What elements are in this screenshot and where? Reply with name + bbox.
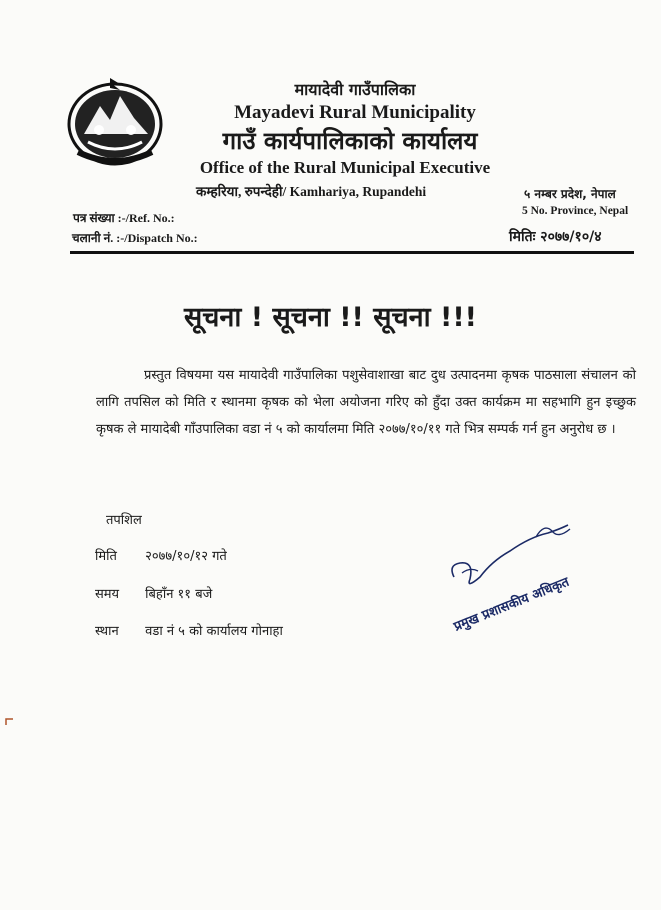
detail-value: २०७७/१०/१२ गते bbox=[145, 549, 227, 564]
notice-body-text: प्रस्तुत विषयमा यस मायादेवी गाउँपालिका पशुसेवाशाखा बाट दुध उत्पादनमा कृषक पाठसाला संचालन को लागि तपसिल को मिति र स्थानमा कृषक को भेला अयोजना गरिए को हुँदा उक्त कार्यक्रम मा सहभागि हुन इच्छुक कृषक ले मायादेबी गाँउपालिका वडा नं ५ को कार्यालमा मिति २०७७/१०/११ गते भित्र सम्पर्क गर्न हुन अनुरोध छ । bbox=[96, 368, 636, 437]
nepal-emblem-icon bbox=[64, 72, 166, 168]
notice-body bbox=[96, 362, 636, 443]
detail-value: बिहाँन ११ बजे bbox=[145, 587, 213, 602]
detail-row-time bbox=[95, 584, 212, 602]
detail-row-date bbox=[95, 546, 227, 564]
detail-key: मिति bbox=[95, 549, 117, 564]
detail-value: वडा नं ५ को कार्यालय गोनाहा bbox=[145, 624, 283, 639]
province-np: ५ नम्बर प्रदेश, नेपाल bbox=[524, 187, 616, 201]
signatory-title: प्रमुख प्रशासकीय अधिकृत bbox=[451, 574, 572, 635]
handwritten-signature-icon bbox=[452, 525, 570, 584]
province-en: 5 No. Province, Nepal bbox=[522, 205, 629, 217]
ref-number-label: पत्र संख्या :-/Ref. No.: bbox=[73, 211, 175, 225]
detail-row-place bbox=[95, 621, 283, 639]
scan-mark-icon bbox=[5, 718, 15, 726]
office-name-np: गाउँ कार्यपालिकाको कार्यालय bbox=[222, 127, 478, 155]
detail-key: समय bbox=[95, 587, 120, 602]
office-name-en: Office of the Rural Municipal Executive bbox=[199, 158, 491, 177]
header-divider bbox=[70, 251, 634, 254]
signature-block bbox=[440, 515, 620, 645]
municipality-name-np: मायादेवी गाउँपालिका bbox=[294, 80, 416, 99]
municipality-name-en: Mayadevi Rural Municipality bbox=[234, 102, 476, 123]
notice-title: सूचना ! सूचना !! सूचना !!! bbox=[183, 302, 477, 333]
detail-key: स्थान bbox=[95, 624, 119, 639]
letter-date: मितिः २०७७/१०/४ bbox=[509, 229, 602, 245]
details-heading: तपशिल bbox=[106, 513, 142, 528]
office-address: कम्हरिया, रुपन्देही/ Kamhariya, Rupandehi bbox=[196, 184, 427, 199]
dispatch-number-label: चलानी नं. :-/Dispatch No.: bbox=[72, 231, 198, 245]
